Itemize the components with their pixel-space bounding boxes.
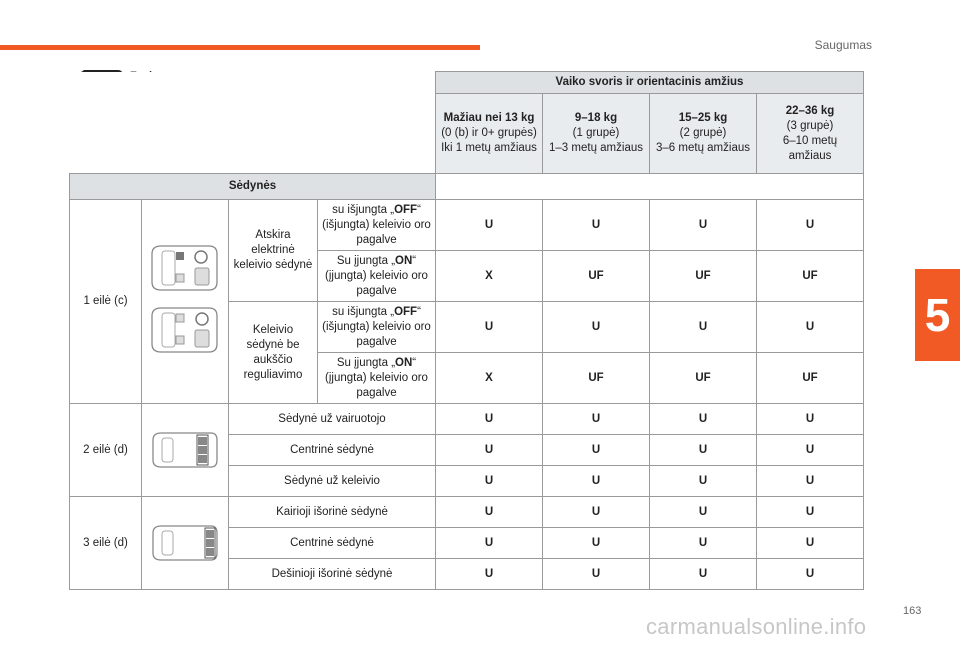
seat-type: Atskira elektrinė keleivio sėdynė <box>229 200 318 302</box>
car-top-view-icon <box>149 430 221 470</box>
airbag-condition <box>318 353 436 404</box>
table-cell: UF <box>757 353 864 404</box>
airbag-text: “ (išjungta) keleivio oro pagalve <box>322 305 431 348</box>
row-label: 1 eilė (c) <box>70 200 142 404</box>
table-cell: U <box>757 528 864 559</box>
table-cell: U <box>543 302 650 353</box>
table-cell: U <box>650 528 757 559</box>
table-cell: U <box>757 302 864 353</box>
table-cell: U <box>650 497 757 528</box>
table-cell: U <box>650 302 757 353</box>
airbag-state: OFF <box>394 305 418 318</box>
table-cell: U <box>543 559 650 590</box>
table-cell: U <box>436 528 543 559</box>
table-cell: U <box>757 435 864 466</box>
weight-group-header <box>436 94 543 174</box>
watermark: carmanualsonline.info <box>646 614 867 639</box>
table-cell: U <box>543 466 650 497</box>
table-cell: U <box>436 302 543 353</box>
seat-position: Centrinė sėdynė <box>229 528 436 559</box>
table-cell: U <box>650 435 757 466</box>
table-cell: U <box>436 559 543 590</box>
table-cell: U <box>650 200 757 251</box>
table-cell: U <box>650 559 757 590</box>
weight-group-header <box>543 94 650 174</box>
group-label: (0 (b) ir 0+ grupės) <box>441 127 537 139</box>
airbag-text: su išjungta „ <box>332 305 395 318</box>
age-label: 6–10 metų amžiaus <box>782 134 838 162</box>
table-cell: U <box>436 435 543 466</box>
seats-header: Sėdynės <box>70 174 436 200</box>
airbag-state: OFF <box>394 203 418 216</box>
group-label: (3 grupė) <box>786 119 834 132</box>
group-label: (2 grupė) <box>679 127 727 139</box>
airbag-text: “ (įjungta) keleivio oro pagalve <box>325 356 428 399</box>
table-cell: U <box>436 404 543 435</box>
table-cell: U <box>757 200 864 251</box>
age-label: 1–3 metų amžiaus <box>549 142 643 154</box>
airbag-condition <box>318 200 436 251</box>
seat-type: Keleivio sėdynė be aukščio reguliavimo <box>229 302 318 404</box>
blank-corner <box>70 72 436 174</box>
group-label: (1 grupė) <box>572 127 620 139</box>
row-label: 2 eilė (d) <box>70 404 142 497</box>
car-top-view-icon <box>147 242 223 362</box>
header-accent-bar <box>0 45 480 50</box>
weight-range: 9–18 kg <box>574 112 618 124</box>
airbag-state: ON <box>395 254 413 267</box>
row-label: 3 eilė (d) <box>70 497 142 590</box>
table-cell: UF <box>650 353 757 404</box>
table-cell: U <box>543 528 650 559</box>
table-cell: U <box>543 200 650 251</box>
table-cell: U <box>757 404 864 435</box>
airbag-text: “ (išjungta) keleivio oro pagalve <box>322 203 431 246</box>
table-cell: X <box>436 251 543 302</box>
age-label: 3–6 metų amžiaus <box>656 142 750 154</box>
seat-position: Dešinioji išorinė sėdynė <box>229 559 436 590</box>
table-cell: U <box>543 497 650 528</box>
table-cell: U <box>650 466 757 497</box>
airbag-condition <box>318 302 436 353</box>
section-title: Saugumas <box>814 38 872 52</box>
seat-diagram-cell <box>142 200 229 404</box>
table-cell: U <box>436 497 543 528</box>
weight-range: 22–36 kg <box>785 104 835 117</box>
table-cell: U <box>543 404 650 435</box>
table-cell: U <box>757 559 864 590</box>
table-cell: UF <box>757 251 864 302</box>
seat-position: Sėdynė už vairuotojo <box>229 404 436 435</box>
airbag-text: Su įjungta „ <box>336 356 396 369</box>
seat-position: Kairioji išorinė sėdynė <box>229 497 436 528</box>
main-header: Vaiko svoris ir orientacinis amžius <box>436 72 864 94</box>
age-label: Iki 1 metų amžiaus <box>441 142 537 154</box>
table-cell: U <box>757 466 864 497</box>
table-cell: UF <box>543 353 650 404</box>
child-seat-table <box>69 71 864 590</box>
table-cell: U <box>650 404 757 435</box>
table-cell: U <box>543 435 650 466</box>
car-top-view-icon <box>149 523 221 563</box>
seat-position: Centrinė sėdynė <box>229 435 436 466</box>
weight-range: Mažiau nei 13 kg <box>443 112 535 124</box>
weight-group-header <box>757 94 864 174</box>
seat-position: Sėdynė už keleivio <box>229 466 436 497</box>
table-cell: U <box>757 497 864 528</box>
table-cell: X <box>436 353 543 404</box>
weight-group-header <box>650 94 757 174</box>
weight-range: 15–25 kg <box>678 112 728 124</box>
page-number: 163 <box>903 605 922 617</box>
table-cell: UF <box>543 251 650 302</box>
table-cell: UF <box>650 251 757 302</box>
airbag-condition <box>318 251 436 302</box>
table-cell: U <box>436 466 543 497</box>
airbag-text: Su įjungta „ <box>336 254 396 267</box>
blank-cell <box>436 174 864 200</box>
chapter-number-tab: 5 <box>915 269 960 361</box>
airbag-text: su išjungta „ <box>332 203 395 216</box>
airbag-text: “ (įjungta) keleivio oro pagalve <box>325 254 428 297</box>
seat-diagram-cell <box>142 497 229 590</box>
table-cell: U <box>436 200 543 251</box>
seat-diagram-cell <box>142 404 229 497</box>
airbag-state: ON <box>395 356 413 369</box>
